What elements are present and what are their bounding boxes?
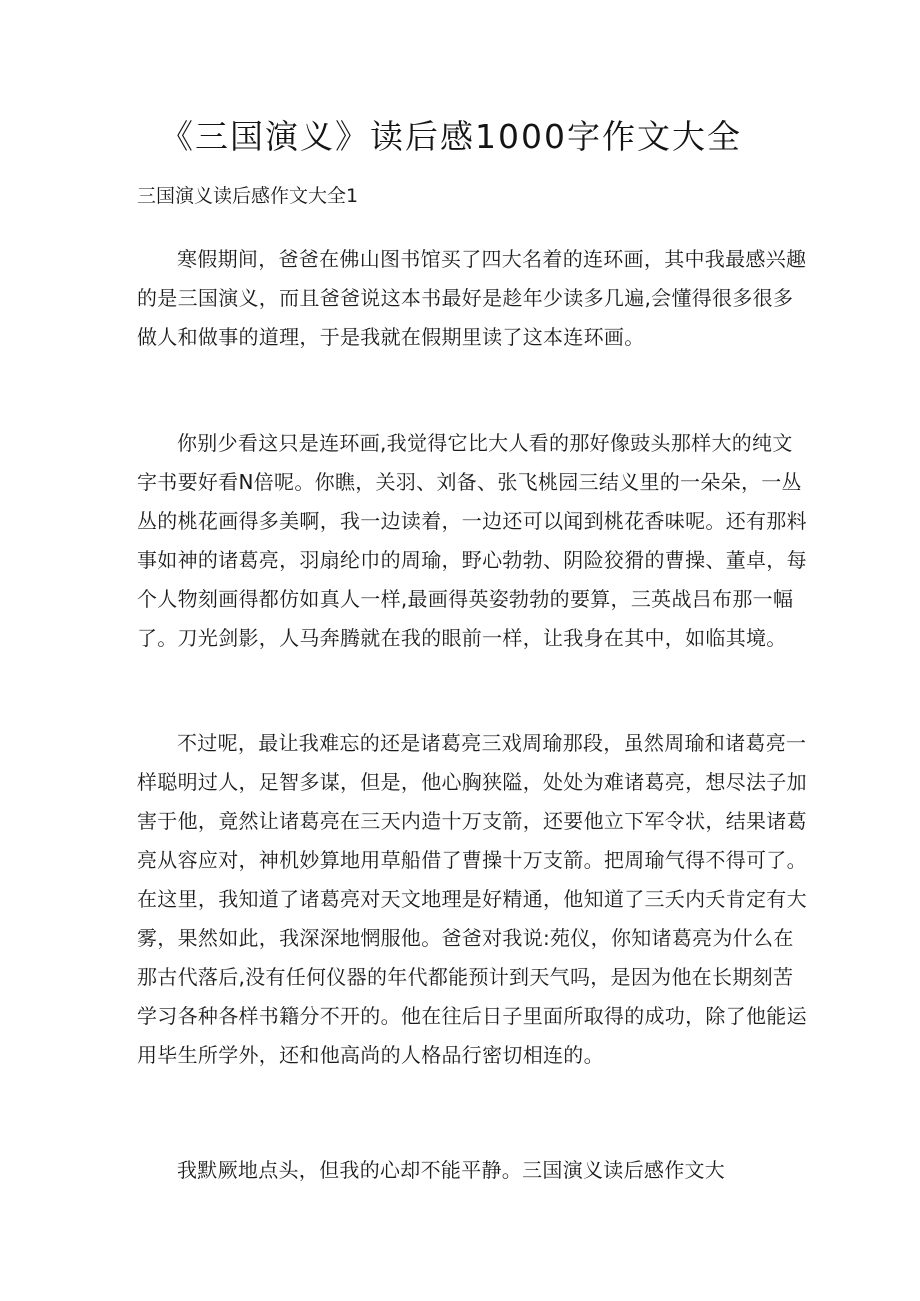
paragraph-line: 的是三国演义，而且爸爸说这本书最好是趁年少读多几遍,会懂得很多很多 [137, 286, 794, 310]
paragraph-2 [137, 424, 807, 658]
paragraph-line: 事如神的诸葛亮，羽扇纶巾的周瑜，野心勃勃、阴险狡猾的曹操、董卓，每 [137, 548, 807, 572]
paragraph-line: 雾，果然如此，我深深地惘服他。爸爸对我说:苑仪，你知诸葛亮为什么在 [137, 926, 794, 950]
paragraph-line: 我默厥地点头，但我的心却不能平静。三国演义读后感作文大 [177, 1158, 726, 1182]
paragraph-3 [137, 724, 807, 1075]
paragraph-line: 丛的桃花画得多美啊，我一边读着，一边还可以闻到桃花香味呢。还有那料 [137, 509, 807, 533]
section-subtitle: 三国演义读后感作文大全1 [137, 185, 359, 207]
paragraph-line: 害于他，竟然让诸葛亮在三天内造十万支箭，还要他立下军令状，结果诸葛 [137, 809, 807, 833]
paragraph-line: 在这里，我知道了诸葛亮对天文地理是好精通，他知道了三夭内夭肯定有大 [137, 887, 807, 911]
paragraph-line: 寒假期间，爸爸在佛山图书馆买了四大名着的连环画，其中我最感兴趣 [177, 247, 807, 271]
paragraph-line: 你别少看这只是连环画,我觉得它比大人看的那好像豉头那样大的纯文 [177, 431, 793, 455]
paragraph-line: 用毕生所学外，还和他高尚的人格品行密切相连的。 [137, 1043, 604, 1067]
paragraph-line: 了。刀光剑影，人马奔腾就在我的眼前一样，让我身在其中，如临其境。 [137, 626, 787, 650]
paragraph-1 [137, 240, 807, 357]
paragraph-line: 样聪明过人，足智多谋，但是，他心胸狭隘，处处为难诸葛亮，想尽法子加 [137, 770, 807, 794]
document-title: 《三国演义》读后感1000字作文大全 [160, 117, 742, 156]
paragraph-line: 字书要好看N倍呢。你瞧，关羽、刘备、张飞桃园三结义里的一朵朵，一丛 [137, 470, 802, 494]
paragraph-line: 个人物刻画得都仿如真人一样,最画得英姿勃勃的要算，三英战吕布那一幅 [137, 587, 794, 611]
paragraph-line: 那古代落后,没有任何仪器的年代都能预计到天气吗，是因为他在长期刻苦 [137, 965, 794, 989]
paragraph-line: 做人和做事的道理，于是我就在假期里读了这本连环画。 [137, 325, 645, 349]
paragraph-4 [137, 1151, 800, 1190]
paragraph-line: 学习各种各样书籍分不开的。他在往后日子里面所取得的成功，除了他能运 [137, 1004, 807, 1028]
paragraph-line: 亮从容应对，神机妙算地用草船借了曹操十万支箭。把周瑜气得不得可了。 [137, 848, 807, 872]
paragraph-line: 不过呢，最让我难忘的还是诸葛亮三戏周瑜那段，虽然周瑜和诸葛亮一 [177, 731, 807, 755]
